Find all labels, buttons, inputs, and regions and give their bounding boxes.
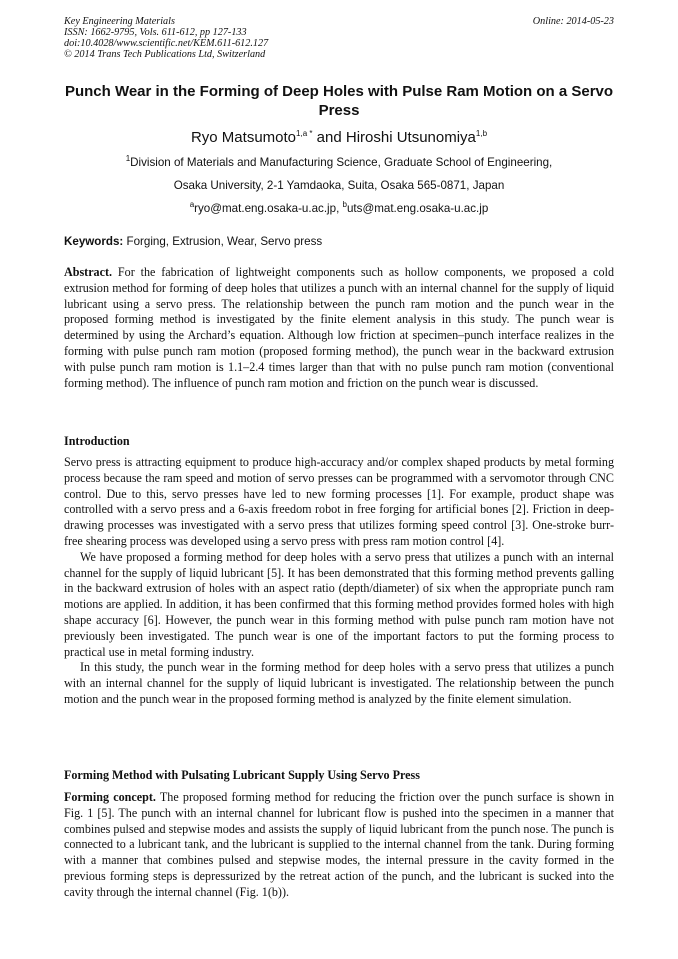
introduction-heading: Introduction: [64, 434, 130, 448]
keywords-text: Forging, Extrusion, Wear, Servo press: [123, 235, 323, 248]
forming-method-heading: Forming Method with Pulsating Lubricant Supply Using Servo Press: [64, 768, 420, 782]
author-2: Hiroshi Utsunomiya: [345, 129, 476, 146]
forming-concept-body: [64, 790, 614, 901]
abstract-text: For the fabrication of lightweight components such as hollow components, we proposed a cold extrusion method for forming of deep holes that utilizes a punch with an internal channel for the supply of liquid lubricant using a servo press. The relationship between the punch ram motion and the punch wear in the proposed forming method is investigated by the finite element analysis in this study. The punch wear is determined by using the Archard’s equation. Although low friction at specimen–punch interface realizes in the forming with pulse punch ram motion (proposed forming method), the punch wear in the backward extrusion with pulse punch ram motion is 1.1–2.4 times larger than that with no pulse punch ram motion (conventional forming method). The influence of punch ram motion and friction on the punch wear is discussed.: [64, 265, 614, 390]
journal-metadata: [64, 16, 268, 60]
email-a[interactable]: ryo@mat.eng.osaka-u.ac.jp,: [194, 202, 343, 215]
doi-line: doi:10.4028/www.scientific.net/KEM.611-612.127: [64, 38, 269, 49]
forming-concept-paragraph: [64, 790, 614, 901]
author-1-affiliation-mark: 1,a *: [296, 129, 313, 138]
keywords: [64, 235, 322, 249]
email-a-mark: a: [189, 200, 195, 210]
forming-concept-text: The proposed forming method for reducing the friction over the punch surface is shown in Fig. 1 [5]. The punch with an internal channel for lubricant flow is pushed into the specimen in a manner that combines pulsed and stepwise modes and assists the supply of liquid lubricant from the punch nose. The punch is connected to a lubricant tank, and the lubricant is supplied to the internal channel from the tank. During forming with a manner that combines pulsed and stepwise modes, the internal pressure in the cavity formed in the previous forming steps is depressurized by the retreat action of the punch, and the lubricant is sucked into the cavity through the internal channel (Fig. 1(b)).: [64, 790, 614, 899]
introduction-paragraph-3: In this study, the punch wear in the forming method for deep holes with a servo press that utilizes a punch with an internal channel for the supply of liquid lubricant is investigated. The relationship between the punch motion and the punch wear in the proposed forming method is analyzed by the finite element simulation.: [64, 660, 614, 706]
author-1: Ryo Matsumoto: [190, 129, 297, 146]
journal-name: Key Engineering Materials: [64, 16, 175, 27]
affiliation-mark: 1: [125, 154, 131, 164]
author-2-affiliation-mark: 1,b: [475, 129, 488, 138]
abstract-label: Abstract.: [64, 265, 113, 279]
keywords-label: Keywords:: [64, 235, 124, 248]
author-conjunction: and: [312, 129, 346, 146]
abstract: [64, 265, 614, 391]
issn-line: ISSN: 1662-9795, Vols. 611-612, pp 127-133: [64, 27, 247, 38]
abstract-paragraph: [64, 265, 614, 391]
paper-title: Punch Wear in the Forming of Deep Holes with Pulse Ram Motion on a Servo Press: [64, 83, 614, 119]
author-line: [60, 129, 618, 147]
email-b[interactable]: uts@mat.eng.osaka-u.ac.jp: [346, 202, 489, 215]
introduction-paragraph-1: Servo press is attracting equipment to produce high-accuracy and/or complex shaped products by metal forming process because the ram speed and motion of servo presses can be programmed with a servomotor through CNC control. Due to this, servo presses have led to new forming processes [1]. For example, product shape was controlled with a servo press and a 6-axis freedom robot in free forging for artificial bones [2]. Friction in deep-drawing processes was investigated with a servo press that utilizes forming speed control [3]. One-stroke burr-free shearing process was developed using a servo press with press ram motion control [4].: [64, 455, 614, 548]
online-date: Online: 2014-05-23: [532, 16, 614, 27]
email-line: [60, 202, 618, 216]
affiliation-line-2: Osaka University, 2-1 Yamdaoka, Suita, Osaka 565-0871, Japan: [173, 179, 505, 192]
introduction-paragraph-2: We have proposed a forming method for deep holes with a servo press that utilizes a punch with an internal channel for the supply of liquid lubricant [5]. It has been demonstrated that this forming method prevents galling in the backward extrusion of holes with an aspect ratio (depth/diameter) of six when the appropriate punch ram motions are applied. In addition, it has been confirmed that this forming method provides formed holes with high shape accuracy [6]. However, the punch wear in this forming method with pulse punch ram motion have not previously been investigated. The punch wear is one of the important factors to put the forming process to practical use in metal forming industry.: [64, 549, 614, 659]
email-b-mark: b: [342, 200, 347, 210]
forming-concept-label: Forming concept.: [64, 790, 156, 804]
affiliation-text-1: Division of Materials and Manufacturing Science, Graduate School of Engineering,: [130, 156, 553, 169]
introduction-body: [64, 455, 614, 708]
affiliation-line-1: [60, 156, 618, 170]
copyright-line: © 2014 Trans Tech Publications Ltd, Switzerland: [64, 49, 266, 60]
